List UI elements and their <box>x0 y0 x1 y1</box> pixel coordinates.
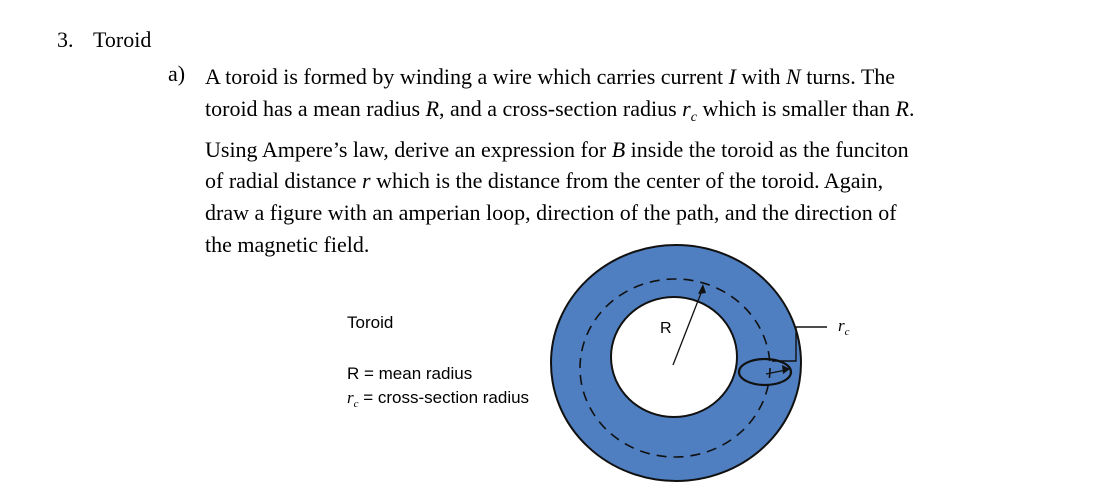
label-R: R <box>660 320 672 337</box>
part-a-label: a) <box>168 61 186 86</box>
radius-arrow-line <box>673 288 703 365</box>
question-title: Toroid <box>93 27 152 52</box>
definition-mean-radius: R = mean radius <box>347 364 473 383</box>
toroid-ring <box>551 245 801 481</box>
text-line-2: toroid has a mean radius R, and a cross-section radius $r_c$ which is smaller than R. <box>205 95 915 125</box>
text-line-3: Using Ampere’s law, derive an expression for B inside the toroid as the funciton <box>205 136 909 162</box>
question-number: 3. <box>57 27 74 52</box>
figure-title: Toroid <box>347 313 394 332</box>
text-line-5: draw a figure with an amperian loop, direction of the path, and the direction of <box>205 200 897 226</box>
text-line-1: A toroid is formed by winding a wire which carries current I with N turns. The <box>205 64 896 89</box>
text-line-4: of radial distance r which is the distance from the center of the toroid. Again, <box>205 168 884 194</box>
label-rc: $r_c$ <box>838 316 850 338</box>
definition-cross-section-radius: $r_c$ = cross-section radius <box>347 388 530 410</box>
text-line-6: the magnetic field. <box>205 231 370 257</box>
